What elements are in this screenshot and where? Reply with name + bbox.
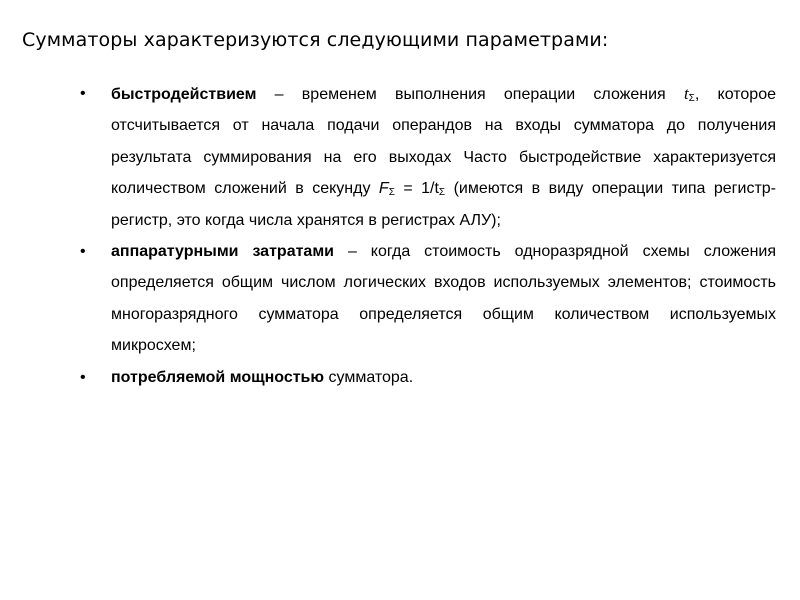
bullet-icon: • xyxy=(80,243,86,261)
term-speed: быстродействием xyxy=(111,86,257,103)
symbol-t: t xyxy=(683,84,689,103)
text-segment: – временем выполнения операции сложения xyxy=(256,86,684,103)
slide-title: Сумматоры характеризуются следующими параметрами: xyxy=(22,29,609,51)
bullet-list xyxy=(80,78,776,393)
symbol-f: F xyxy=(378,180,389,198)
bullet-icon: • xyxy=(80,368,86,386)
text-segment: , которое отсчитывается от начала подачи операндов на входы сумматора до получения результата суммирования на его выходах Часто быстродействие характеризуется количеством сложений в секунду xyxy=(111,86,777,198)
term-power: потребляемой мощностью xyxy=(111,368,325,386)
text-segment: – когда стоимость одноразрядной схемы сложения определяется общим числом логических входов используемых элементов; стоимость многоразрядного сумматора определяется общим количеством используемых микросхем; xyxy=(111,243,776,355)
list-item-text xyxy=(111,236,776,362)
text-segment: (имеются в виду операции типа регистр-регистр, это когда числа хранятся в регистрах АЛУ); xyxy=(111,180,776,229)
list-item-power xyxy=(80,362,776,393)
subscript-sigma: Σ xyxy=(388,187,395,199)
text-segment: сумматора. xyxy=(324,368,414,386)
list-item-text xyxy=(111,362,776,393)
subscript-sigma: Σ xyxy=(438,187,446,199)
text-segment: = 1/t xyxy=(394,180,439,198)
list-item-text xyxy=(111,78,776,236)
list-item-speed xyxy=(80,78,776,236)
bullet-icon: • xyxy=(80,85,86,102)
term-hardware: аппаратурными затратами xyxy=(111,243,334,261)
subscript-sigma: Σ xyxy=(688,93,695,104)
list-item-hardware xyxy=(80,236,776,362)
